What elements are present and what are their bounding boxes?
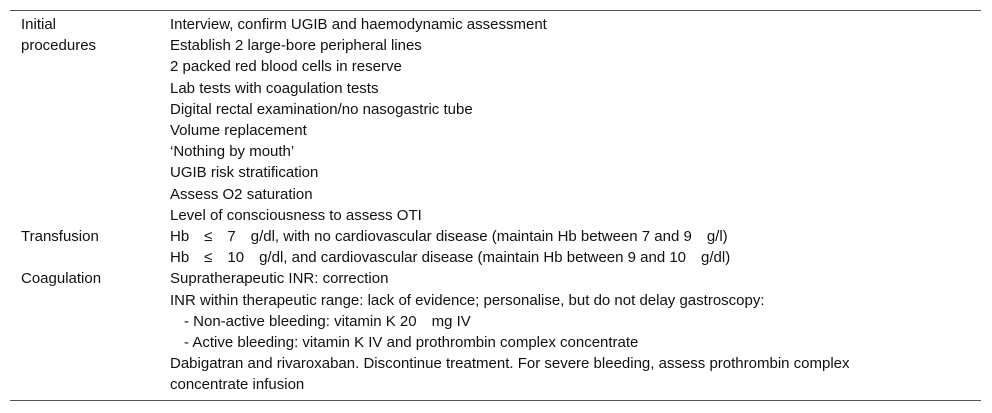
row-label-line: Coagulation — [21, 270, 102, 288]
row-label-line: Initial — [21, 16, 57, 33]
content-line: Hb ≤ 10 g/dl, and cardiovascular disease (maintain Hb between 9 and 10 g/dl) — [170, 249, 731, 267]
content-line: UGIB risk stratification — [170, 164, 319, 182]
row-label-initial-procedures — [10, 14, 170, 226]
table-row-initial-procedures — [10, 14, 981, 226]
row-label-transfusion — [10, 226, 170, 268]
row-content-initial-procedures — [170, 14, 930, 226]
content-line: INR within therapeutic range: lack of evidence; personalise, but do not delay gastroscopy: — [170, 291, 765, 309]
procedures-table — [10, 10, 981, 401]
content-line: Lab tests with coagulation tests — [170, 79, 379, 97]
row-label-coagulation — [10, 268, 170, 395]
content-line: Assess O2 saturation — [170, 185, 313, 203]
content-line: Dabigatran and rivaroxaban. Discontinue treatment. For severe bleeding, assess prothrombin complex concentrate infusion — [170, 355, 850, 394]
table-row-coagulation — [10, 268, 981, 395]
content-line: Interview, confirm UGIB and haemodynamic assessment — [170, 16, 547, 33]
content-line-indented: - Non-active bleeding: vitamin K 20 mg IV — [184, 312, 471, 330]
content-line-indented: - Active bleeding: vitamin K IV and prothrombin complex concentrate — [184, 334, 639, 352]
row-label-line: procedures — [21, 37, 97, 55]
row-content-coagulation — [170, 268, 930, 395]
content-line: Level of consciousness to assess OTI — [170, 206, 422, 224]
row-content-transfusion — [170, 226, 930, 268]
content-line: 2 packed red blood cells in reserve — [170, 58, 402, 76]
content-line: Volume replacement — [170, 122, 307, 140]
content-line: Establish 2 large-bore peripheral lines — [170, 37, 422, 55]
content-line: Digital rectal examination/no nasogastric tube — [170, 100, 473, 118]
row-label-line: Transfusion — [21, 228, 99, 246]
content-line: ‘Nothing by mouth’ — [170, 143, 295, 161]
content-line: Supratherapeutic INR: correction — [170, 270, 389, 288]
content-line: Hb ≤ 7 g/dl, with no cardiovascular disease (maintain Hb between 7 and 9 g/l) — [170, 228, 728, 246]
table-row-transfusion — [10, 226, 981, 268]
